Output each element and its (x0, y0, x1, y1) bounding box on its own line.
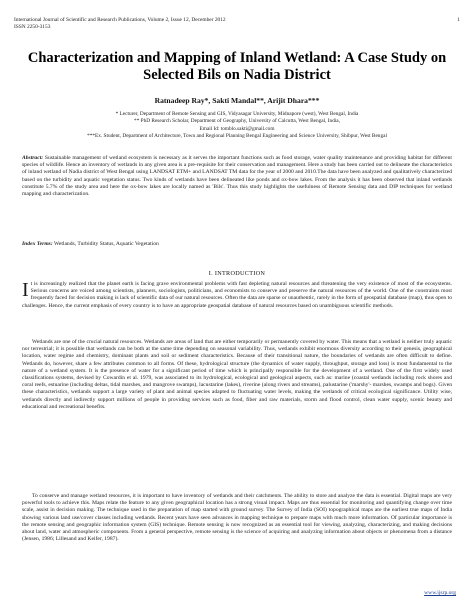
footer-link[interactable]: www.ijsrp.org (424, 590, 456, 596)
journal-header (14, 17, 460, 30)
abstract-text: Sustainable management of wetland ecosystem is necessary as it serves the important functions such as food storage, water quality maintenance and providing habitat for different species of wildlife. Hence an inventory of wetlands in any given area is a pre-requisite for their conservation and management. Here a study has been carried out to delineate the characteristics of inland wetland of Nadia district of West Bengal using LANDSAT ETM+ and LANDSAT TM data for the year of 2000 and 2010.The data have been analyzed and qualitatively characterized based on the turbidity and aquatic vegetation status. Two kinds of wetlands have been delineated like ponds and ox-bow lakes. From the analysis it has been observed that inland wetlands constitute 5.7% of the study area and here the ox-bow lakes are locally named as 'Bils'. Thus this study highlights the usefulness of Remote Sensing data and DIP techniques for wetland mapping and characterization. (22, 155, 452, 198)
email[interactable]: Email Id: tomblo.sakti@gmail.com (199, 125, 275, 132)
issn: ISSN 2250-3153 (14, 23, 51, 30)
page-number: 1 (457, 17, 460, 23)
intro-paragraph-3: To conserve and manage wetland resources, it is important to have inventory of wetlands and their catchments. The ability to store and analyze the data is essential. Digital maps are very powerful tools to achieve this. Maps relate the feature to any given geographical location has a strong visual impact. Maps are thus essential for monitoring and quantifying change over time scale, assist in decision making. The technique used in the preparation of map started with ground survey. The Survey of India (SOI) topographical maps are the earliest true maps of India showing various land use/cover classes including wetlands. Recent years have seen advances in mapping technique to prepare maps with much more information. Of particular importance is the remote sensing and geographic information system (GIS) technique. Remote sensing is now recognized as an essential tool for viewing, analyzing, characterizing, and making decisions about land, water and atmospheric components. From a general perspective, remote sensing is the science of acquiring and analyzing information about objects or phenomena from a distance (Jensen, 1986; Lillesand and Keifer, 1987). (22, 493, 452, 543)
index-terms-text: Wetlands, Turbidity Status, Aquatic Vegetation (52, 241, 159, 247)
abstract-label: Abstract: (22, 155, 44, 161)
journal-name: International Journal of Scientific and Research Publications, Volume 2, Issue 12, December 2012 (14, 17, 226, 23)
authors: Ratnadeep Ray*, Sakti Mandal**, Arijit Dhara*** (154, 96, 320, 105)
abstract (22, 155, 452, 198)
section-heading: I. INTRODUCTION (208, 270, 266, 277)
affiliation-2: ** PhD Research Scholar, Department of Geography, University of Calcutta, West Bengal, India, (134, 118, 340, 125)
index-terms-label: Index Terms: (22, 241, 53, 247)
affiliations (20, 111, 454, 140)
intro-paragraph-1 (22, 281, 452, 310)
drop-cap: I (22, 279, 29, 301)
affiliation-3: ***Ex. Student, Department of Architecture, Town and Regional Planning Bengal Engineering and Science University, Shibpur, West Bengal (87, 132, 387, 139)
paper-title: Characterization and Mapping of Inland Wetland: A Case Study on Selected Bils on Nadia District (27, 50, 447, 83)
intro-paragraph-2: Wetlands are one of the crucial natural resources. Wetlands are areas of land that are either temporarily or permanently covered by water. This means that a wetland is neither truly aquatic nor terrestrial; it is possible that wetlands can be both at the same time depending on seasonal variability. Thus, wetlands exhibit enormous diversity according to their genesis, geographical location, water regime and chemistry, dominant plants and soil or sediment characteristics. Because of their transitional nature, the boundaries of wetlands are often difficult to define. Wetlands do, however, share a few attributes common to all forms. Of these, hydrological structure (the dynamics of water supply, throughput, storage and loss) is most fundamental to the nature of a wetland system. It is the presence of water for a significant period of time which is principally responsible for the development of a wetland. One of the first widely used classifications systems, devised by Cowardin et al. 1979, was associated to its hydrological, ecological and geological aspects, such as: marine (coastal wetlands including rock shores and coral reefs, estuarine (including deltas, tidal marshes, and mangrove swamps), lacustarine (lakes), riverine (along rivers and streams), palustarine ('marshy'- marshes, swamps and bogs). Given these characteristics, wetlands support a large variety of plant and animal species adapted to fluctuating water levels, making the wetlands of critical ecological significance. Utility wise, wetlands directly and indirectly support millions of people in providing services such as food, fiber and raw materials, storm and flood control, clean water supply, scenic beauty and educational and recreational benefits. (22, 339, 452, 410)
affiliation-1: * Lecturer, Department of Remote Sensing and GIS, Vidyasagar University, Midnapore (west), West Bengal, India (115, 111, 359, 117)
index-terms (22, 241, 452, 248)
intro-paragraph-1-text: t is increasingly realized that the planet earth is facing grave environmental problems with fast depleting natural resources and threatening the very existence of most of the ecosystems. Serious concerns are voiced among scientists, planners, sociologists, politicians, and economists to conserve and preserve the natural resources of the world. One of the constraints most frequently faced for decision making is lack of scientific data of our natural resources. Often the data are sparse or unauthentic, rarely in the form of geospatial database (map), thus open to challenges. Hence, the current emphasis of every country is to have an appropriate geospatial database of natural resources based on unambiguous scientific methods. (22, 281, 452, 309)
footer (424, 590, 456, 596)
